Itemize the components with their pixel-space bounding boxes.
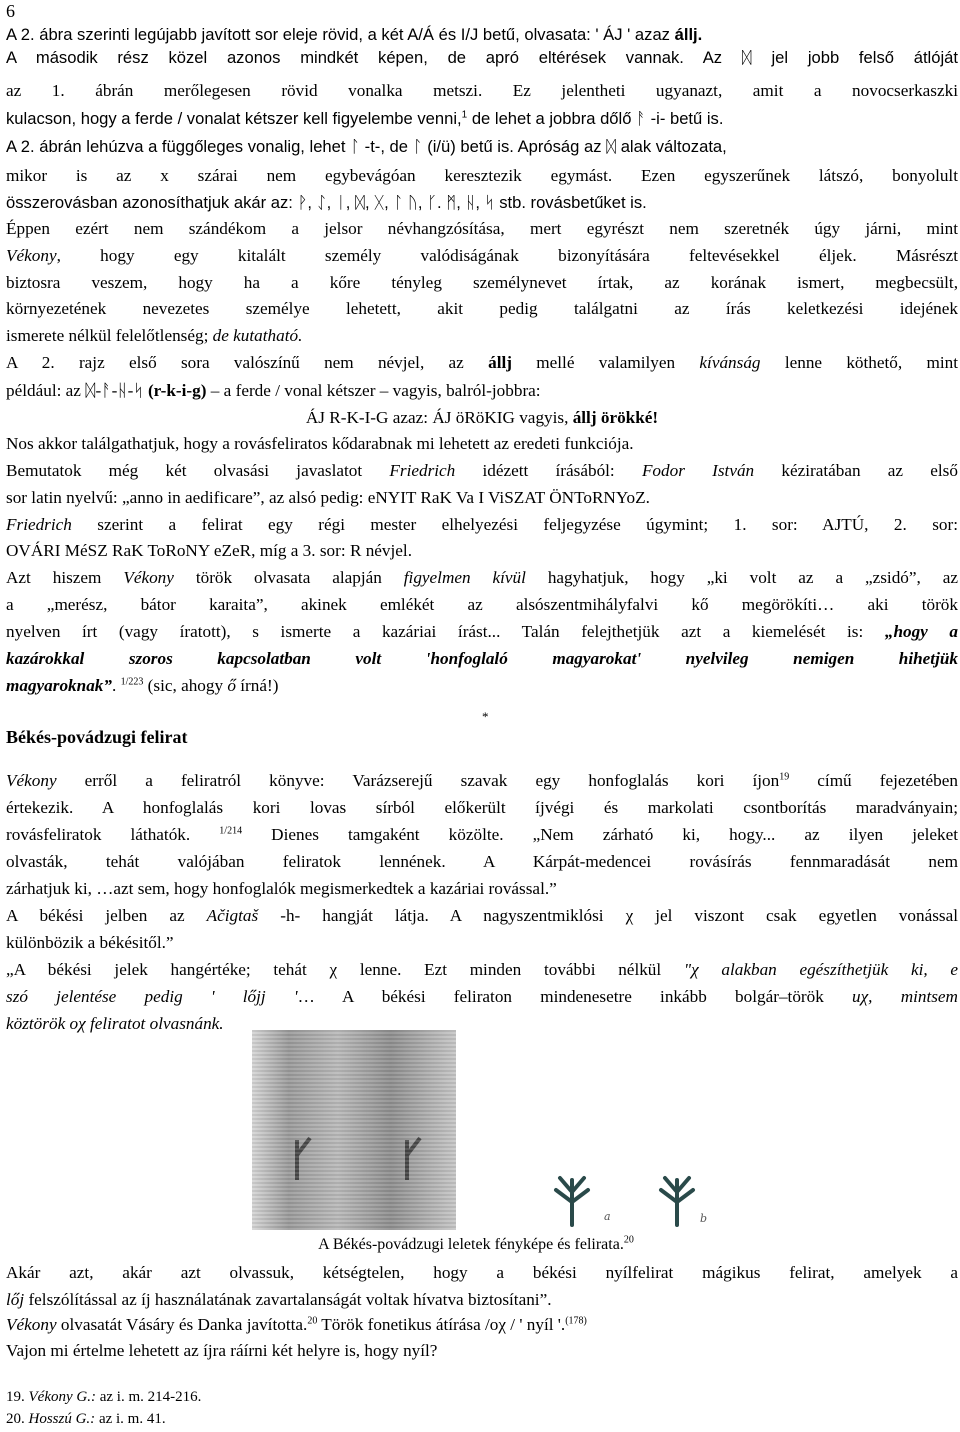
text-span: nyelven írt (vagy íratott), s ismerte a kazáriai írást... Talán felejthetjük azt a kiemelését is: xyxy=(6,622,885,641)
italic-span: uχ, mintsem xyxy=(852,987,958,1006)
text-line xyxy=(6,824,958,846)
text-span: szerint a felirat egy régi mester elhelyezési feljegyzése úgymint; 1. sor: AJTÚ, 2. sor: xyxy=(71,515,958,534)
text-span: A békési jelben az xyxy=(6,906,207,925)
italic-span: de kutatható. xyxy=(212,326,303,345)
text-line xyxy=(6,770,958,792)
text-line xyxy=(6,567,958,589)
italic-span: szó jelentése pedig ' lőjj ' xyxy=(6,987,298,1006)
footnote-ref: 1/223 xyxy=(120,676,144,688)
footnote-20 xyxy=(6,1409,166,1429)
text-line xyxy=(6,1289,958,1311)
italic-span: "χ alakban egészíthetjük ki, e xyxy=(683,960,958,979)
text-line xyxy=(6,108,958,130)
text-line xyxy=(6,514,958,536)
footnote-ref: 19 xyxy=(779,771,790,783)
text-line xyxy=(6,621,958,643)
bold-span: állj xyxy=(488,353,512,372)
text-span: Bemutatok még két olvasási javaslatot xyxy=(6,461,390,480)
text-span: írná!) xyxy=(235,676,279,695)
footnote-number: 20. xyxy=(6,1411,29,1427)
text-line xyxy=(6,380,958,402)
text-span: – a ferde / vonal kétszer – vagyis, balról-jobbra: xyxy=(206,381,541,400)
page-number: 6 xyxy=(6,1,15,21)
text-span: kulacson, hogy a ferde / vonalat kétszer kell figyelembe venni, xyxy=(6,109,462,128)
text-span: török olvasata alapján xyxy=(173,568,404,587)
italic-span: ő xyxy=(227,676,236,695)
text-line xyxy=(6,986,958,1008)
footnote-ref: (178) xyxy=(565,1315,587,1327)
italic-span: Vékony xyxy=(6,246,57,265)
text-line: olvasták, tehát valójában feliratok lennének. A Kárpát-medencei rovásírás fennmaradását nem xyxy=(6,852,958,871)
text-span: olvasatát Vásáry és Danka javította. xyxy=(56,1315,308,1334)
photo-marks xyxy=(252,1030,456,1230)
caption-text: A Békés-povádzugi leletek fényképe és felirata. xyxy=(318,1236,624,1253)
footnote-ref: 20 xyxy=(307,1315,318,1327)
text-line: biztosra veszem, hogy ha a kőre tényleg személynevet írtak, az korának ismert, megbecsült, xyxy=(6,273,958,292)
text-line: OVÁRI MéSZ RaK ToRoNY eZeR, míg a 3. sor: R névjel. xyxy=(6,541,413,560)
text-line: Vajon mi értelme lehetett az íjra ráírni két helyre is, hogy nyíl? xyxy=(6,1341,438,1360)
text-line: mikor is az x szárai nem egybevágóan keresztezik egymást. Ezen egyszerűnek látszó, bonyolult xyxy=(6,166,958,185)
text-span: Török fonetikus átírása /oχ / ' nyíl '. xyxy=(317,1315,566,1334)
text-line: Akár azt, akár azt olvassuk, kétségtelen, hogy a békési nyílfelirat mágikus felirat, amelyek a xyxy=(6,1263,958,1282)
italic-span: Friedrich xyxy=(6,515,72,534)
figure-label-b: b xyxy=(700,1212,708,1225)
footnote-number: 19. xyxy=(6,1389,29,1405)
rune-drawing xyxy=(542,1140,712,1230)
figure-label-a: a xyxy=(604,1210,611,1223)
italic-span: Vékony xyxy=(6,1315,57,1334)
artifact-photo xyxy=(252,1030,456,1230)
text-span: lenne köthető, mint xyxy=(760,353,958,372)
text-line xyxy=(6,460,958,482)
text-line xyxy=(6,407,958,429)
footnote-author: Hosszú G.: xyxy=(28,1411,96,1427)
italic-span: figyelmen kívül xyxy=(403,568,526,587)
footnote-19 xyxy=(6,1387,201,1407)
text-line xyxy=(6,1314,958,1336)
footnote-ref: 1/214 xyxy=(219,825,243,837)
section-separator: * xyxy=(482,709,489,724)
footnote-text: az i. m. 214-216. xyxy=(95,1389,202,1405)
italic-span: Ačigtaš xyxy=(206,906,259,925)
text-line xyxy=(6,959,958,981)
text-span: de lehet a jobbra dőlő ᚨ -i- betű is. xyxy=(467,109,724,128)
text-line xyxy=(6,675,958,697)
text-line: Nos akkor találgathatjuk, hogy a rovásfeliratos kődarabnak mi lehetett az eredeti funkciója. xyxy=(6,434,634,453)
bold-span: (r-k-i-g) xyxy=(147,381,207,400)
section-heading: Békés-povádzugi felirat xyxy=(6,727,188,747)
text-span: hagyhatjuk, hogy „ki volt az a „zsidó”, az xyxy=(525,568,958,587)
bold-italic-span: „hogy a xyxy=(884,622,958,641)
text-line: zárhatjuk ki, …azt sem, hogy honfoglalók megismerkedtek a kazáriai rovással.” xyxy=(6,879,557,898)
text-line: köztörök oχ feliratot olvasnánk. xyxy=(6,1014,224,1033)
bold-span: állj. xyxy=(674,25,703,44)
text-span: , hogy egy kitalált személy valódiságának bizonyítására feltevésekkel éljek. Másrészt xyxy=(56,246,958,265)
text-span: Azt hiszem xyxy=(6,568,124,587)
italic-span: Fodor István xyxy=(641,461,755,480)
text-span: Dienes tamgaként közölte. „Nem zárható ki, hogy... az ilyen jeleket xyxy=(242,825,958,844)
italic-span: kívánság xyxy=(699,353,761,372)
text-line xyxy=(6,352,958,374)
text-span: mellé valamilyen xyxy=(511,353,700,372)
text-line: értekezik. A honfoglalás kori lovas sírból előkerült íjvégi és markolati csontborítás maradványain; xyxy=(6,798,958,817)
text-span: A 2. ábra szerinti legújabb javított sor eleje rövid, a két A/Á és I/J betű, olvasata: ' ÁJ ' azaz xyxy=(6,25,675,44)
text-line: összerovásban azonosíthatjuk akár az: ᚹ, ᛇ, ᛁ, ᛞ, ᚷ, ᛚ ᚢ, ᚴ. ᛗ, ᚺ, ᛋ stb. rovásbetűket is. xyxy=(6,193,647,212)
figure xyxy=(252,1030,718,1230)
text-span: kéziratában az első xyxy=(754,461,958,480)
text-line: A második rész közel azonos mindkét képen, de apró eltérések vannak. Az ᛞ jel jobb felső átlóját xyxy=(6,48,958,67)
text-span: -h- hangját látja. A nagyszentmiklósi χ jel viszont csak egyetlen vonással xyxy=(258,906,958,925)
text-span: (sic, ahogy xyxy=(143,676,228,695)
italic-span: Vékony xyxy=(123,568,174,587)
text-span: erről a feliratról könyve: Varázserejű szavak egy honfoglalás kori íjon xyxy=(56,771,780,790)
bold-italic-span: magyaroknak” xyxy=(6,676,112,695)
text-line: a „merész, bátor karaita”, akinek emlékét az alsószentmihályfalvi kő megörökíti… aki török xyxy=(6,595,958,614)
footnote-text: az i. m. 41. xyxy=(95,1411,166,1427)
text-span: ismerete nélkül felelőtlenség; xyxy=(6,326,213,345)
text-line xyxy=(6,245,958,267)
italic-span: Friedrich xyxy=(389,461,456,480)
text-line: sor latin nyelvű: „anno in aedificare”, az alsó pedig: eNYIT RaK Va I ViSZAT ÖNToRNYoZ. xyxy=(6,488,650,507)
bold-span: állj örökké! xyxy=(572,408,659,427)
text-line: különbözik a békésitől.” xyxy=(6,933,174,952)
text-span: A 2. rajz első sora valószínű nem névjel, az xyxy=(6,353,489,372)
text-span: például: az ᛞ-ᚨ-ᚺ-ᛋ xyxy=(6,381,148,400)
footnote-ref: 1 xyxy=(461,109,468,121)
text-line xyxy=(6,325,958,347)
text-line: Éppen ezért nem szándékom a jelsor névhangzósítása, mert egyrészt nem szeretnék úgy járni, mint xyxy=(6,219,958,238)
figure-caption xyxy=(0,1236,952,1254)
text-span: ÁJ R-K-I-G azaz: ÁJ öRöKIG vagyis, xyxy=(305,408,573,427)
text-span: „A békési jelek hangértéke; tehát χ lenne. Ezt minden további nélkül xyxy=(6,960,684,979)
text-span: felszólítással az íj használatának zavartalanságát voltak hívatva biztosítani”. xyxy=(24,1290,552,1309)
italic-span: lőj xyxy=(6,1290,25,1309)
footnote-ref: 20 xyxy=(623,1234,634,1246)
text-line: az 1. ábrán merőlegesen rövid vonalka metszi. Ez jelentheti ugyanazt, amit a novocserkaszki xyxy=(6,81,958,100)
text-span: . xyxy=(112,676,121,695)
text-span: idézett írásából: xyxy=(455,461,642,480)
italic-span: Vékony xyxy=(6,771,57,790)
text-span: című fejezetében xyxy=(789,771,958,790)
text-line xyxy=(6,905,958,927)
text-line: A 2. ábrán lehúzva a függőleges vonalig, lehet ᛚ -t-, de ᛚ (i/ü) betű is. Apróság az ᛞ alak változata, xyxy=(6,137,727,156)
text-line: kazárokkal szoros kapcsolatban volt 'honfoglaló magyarokat' nyelvileg nemigen hihetjük xyxy=(6,649,958,668)
text-line: környezetének nevezetes személye lehetett, akit pedig találgatni az írás keletkezési idejének xyxy=(6,299,958,318)
text-span: … A békési feliraton mindenesetre inkább bolgár–török xyxy=(297,987,853,1006)
text-line xyxy=(6,24,958,46)
footnote-author: Vékony G.: xyxy=(28,1389,96,1405)
text-span: rovásfeliratok láthatók. xyxy=(6,825,220,844)
